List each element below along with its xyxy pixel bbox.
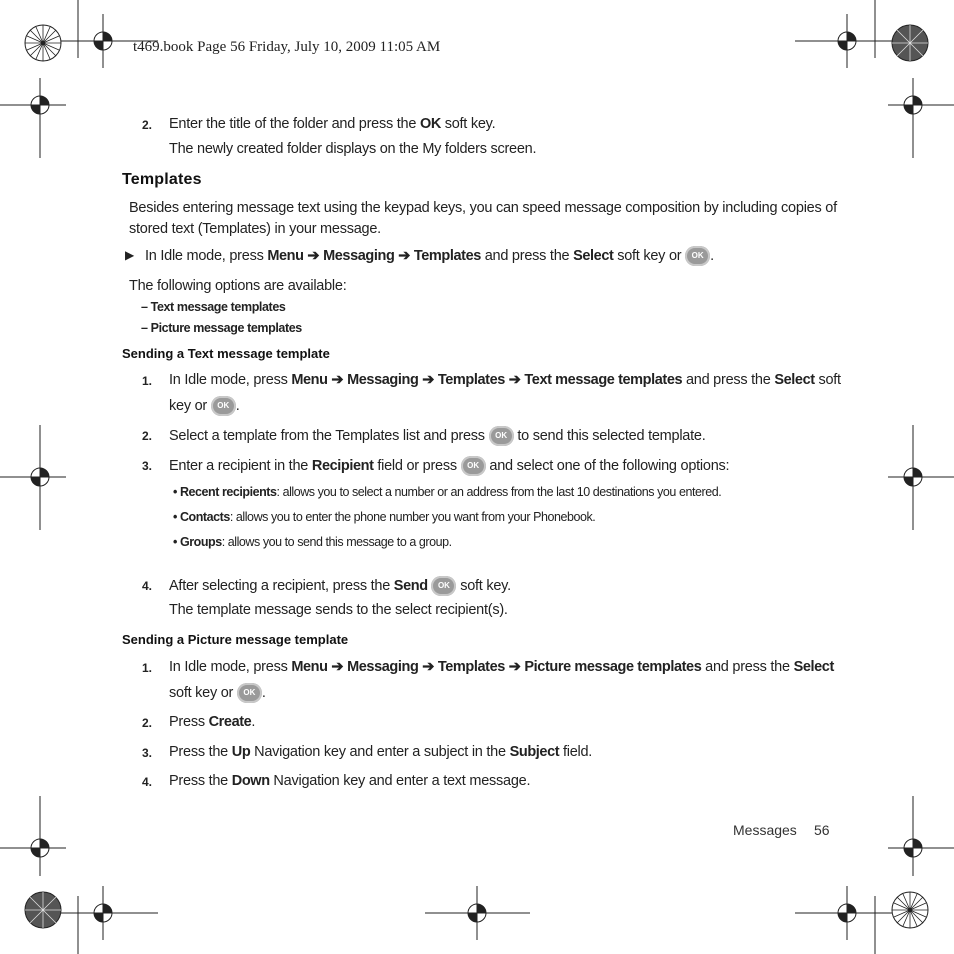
step-text-part: After selecting a recipient, press the <box>169 577 394 594</box>
step-text <box>169 372 841 388</box>
step-text <box>169 714 255 730</box>
path-templates: Templates <box>437 372 505 388</box>
step-text-part: soft key or <box>169 684 237 701</box>
step-number: 3. <box>142 746 153 760</box>
path-text: soft key or <box>613 247 686 264</box>
bullet-desc: : allows you to select a number or an address from the last 10 destinations you entered. <box>276 485 722 499</box>
right-arrow-icon: ➔ <box>422 372 435 388</box>
step-text <box>169 116 495 132</box>
option-bullet <box>173 485 721 499</box>
step-text-part: Press the <box>169 744 232 760</box>
step-text-part: Select a template from the Templates list and press <box>169 427 489 444</box>
step-text-part: to send this selected template. <box>513 427 706 444</box>
down-key-label: Down <box>231 773 270 789</box>
step-number: 4. <box>142 579 153 593</box>
ok-key-icon: OK <box>489 426 514 446</box>
ok-key-icon: OK <box>237 683 262 703</box>
path-menu: Menu <box>291 372 328 388</box>
step-text-part: soft <box>814 372 841 388</box>
book-header: t469.book Page 56 Friday, July 10, 2009 11:05 AM <box>133 39 441 55</box>
path-templates: Templates <box>437 659 505 675</box>
step-text-continued <box>169 683 266 703</box>
step-text-part: and press the <box>682 372 775 388</box>
options-intro: The following options are available: <box>129 278 347 294</box>
step-text-part: Enter the title of the folder and press the <box>169 116 420 132</box>
bullet-term: Contacts <box>179 510 230 524</box>
dash: – <box>141 321 148 335</box>
step-text-part: field or press <box>373 457 461 474</box>
path-text: In Idle mode, press <box>145 247 268 264</box>
step-text-part: and select one of the following options: <box>485 457 730 474</box>
step-text-part: Enter a recipient in the <box>169 457 312 474</box>
right-arrow-icon: ➔ <box>331 659 344 675</box>
path-text: and press the <box>480 247 574 264</box>
bullet-dot: • <box>173 510 177 524</box>
bullet-dot: • <box>173 535 177 549</box>
step-number: 2. <box>142 429 153 443</box>
step-text-continued <box>169 396 240 416</box>
option-bullet <box>173 510 595 524</box>
step-text-part: . <box>235 397 240 414</box>
right-arrow-icon: ➔ <box>331 372 344 388</box>
subsection-title: Sending a Picture message template <box>122 632 349 647</box>
path-text: . <box>710 247 714 264</box>
send-key-label: Send <box>393 577 428 594</box>
step-text-part: Press <box>169 714 209 730</box>
right-arrow-icon: ➔ <box>508 659 521 675</box>
up-key-label: Up <box>231 744 251 760</box>
ok-key-icon: OK <box>461 456 486 476</box>
step-text-part: soft key. <box>456 577 511 594</box>
step-text <box>169 773 530 789</box>
step-number: 4. <box>142 775 153 789</box>
step-text-part: key or <box>169 397 211 414</box>
option-label: Picture message templates <box>150 321 302 335</box>
right-arrow-icon: ➔ <box>398 247 411 264</box>
subsection-title: Sending a Text message template <box>122 346 330 361</box>
path-messaging: Messaging <box>323 247 395 264</box>
path-select: Select <box>573 247 614 264</box>
ok-key-icon: OK <box>211 396 236 416</box>
right-arrow-icon: ➔ <box>307 247 320 264</box>
bullet-desc: : allows you to enter the phone number you want from your Phonebook. <box>229 510 596 524</box>
step-text-part: Navigation key and enter a text message. <box>269 773 531 789</box>
step-text <box>169 426 706 446</box>
intro-line: stored text (Templates) in your message. <box>129 221 381 237</box>
bullet-term: Recent recipients <box>179 485 277 499</box>
step-text-part: Press the <box>169 773 232 789</box>
step-number: 1. <box>142 661 153 675</box>
footer-section: Messages <box>733 822 797 838</box>
intro-line: Besides entering message text using the keypad keys, you can speed message composition by including copies of <box>129 200 837 216</box>
step-number: 2. <box>142 118 153 132</box>
menu-path <box>145 246 714 266</box>
step-text-part: . <box>251 714 256 730</box>
right-arrow-icon: ➔ <box>422 659 435 675</box>
path-picture-templates: Picture message templates <box>524 659 702 675</box>
option-bullet <box>173 535 452 549</box>
step-text <box>169 744 592 760</box>
bullet-term: Groups <box>179 535 222 549</box>
path-select: Select <box>793 659 834 675</box>
option-label: Text message templates <box>150 300 286 314</box>
step-text-part: soft key. <box>440 116 496 132</box>
path-messaging: Messaging <box>347 659 419 675</box>
page-number: 56 <box>814 822 830 838</box>
path-messaging: Messaging <box>347 372 419 388</box>
path-select: Select <box>774 372 815 388</box>
step-text-part: and press the <box>701 659 794 675</box>
step-text <box>169 576 511 596</box>
path-text-templates: Text message templates <box>524 372 683 388</box>
option-item <box>141 300 285 314</box>
create-label: Create <box>208 714 252 730</box>
step-text-part: Navigation key and enter a subject in the <box>250 744 510 760</box>
step-text-part: . <box>261 684 266 701</box>
path-menu: Menu <box>267 247 304 264</box>
step-result: The newly created folder displays on the My folders screen. <box>169 141 537 157</box>
step-text-part: In Idle mode, press <box>169 372 292 388</box>
step-result: The template message sends to the select recipient(s). <box>169 602 508 618</box>
bullet-dot: • <box>173 485 177 499</box>
ok-key-icon: OK <box>685 246 710 266</box>
step-number: 1. <box>142 374 153 388</box>
section-title: Templates <box>122 171 202 188</box>
ok-key-label: OK <box>419 116 441 132</box>
option-item <box>141 321 302 335</box>
step-number: 3. <box>142 459 153 473</box>
bullet-arrow-icon: ▶ <box>125 248 135 262</box>
right-arrow-icon: ➔ <box>508 372 521 388</box>
step-number: 2. <box>142 716 153 730</box>
step-text <box>169 659 834 675</box>
step-text <box>169 456 729 476</box>
subject-field-label: Subject <box>509 744 560 760</box>
dash: – <box>141 300 148 314</box>
path-menu: Menu <box>291 659 328 675</box>
recipient-field-label: Recipient <box>311 457 374 474</box>
bullet-desc: : allows you to send this message to a group. <box>221 535 452 549</box>
step-text-part: In Idle mode, press <box>169 659 292 675</box>
step-text-part: field. <box>559 744 593 760</box>
ok-key-icon: OK <box>431 576 456 596</box>
path-templates: Templates <box>413 247 481 264</box>
